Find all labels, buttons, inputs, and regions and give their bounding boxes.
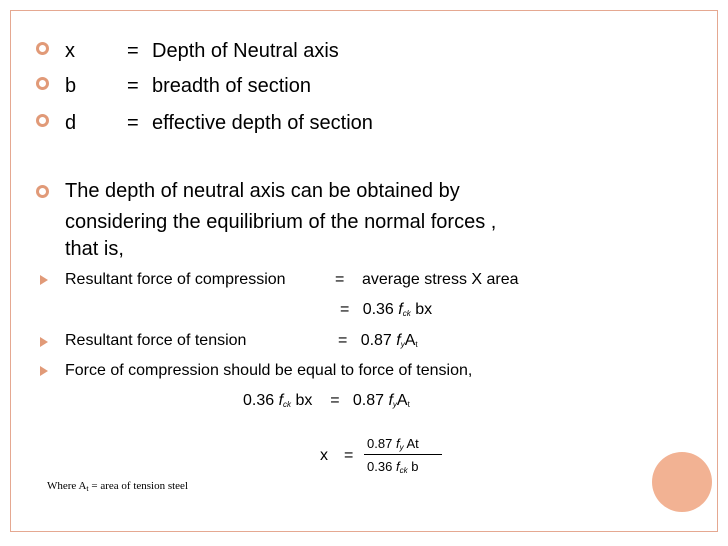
decorative-circle: [652, 452, 712, 512]
equality-label: Force of compression should be equal to force of tension,: [65, 362, 473, 379]
formula-numerator: 0.87 $f_y$ At: [367, 436, 419, 452]
symbol-d: d: [65, 112, 77, 134]
equals-sign: =: [127, 40, 139, 62]
equals-sign: =: [344, 447, 354, 464]
ring-bullet-icon: [36, 42, 49, 55]
formula-denominator: 0.36 $f_{ck}$ b: [367, 459, 419, 475]
equality-equation: 0.36 $f_{ck}$ bx = 0.87 $f_yA_t$: [243, 392, 410, 409]
definition-d: effective depth of section: [152, 112, 373, 134]
arrow-bullet-icon: [40, 337, 48, 347]
ring-bullet-icon: [36, 114, 49, 127]
tension-value: = 0.87 $f_yA_t$: [338, 332, 418, 349]
paragraph-line-2: considering the equilibrium of the normal forces ,: [65, 211, 497, 233]
ring-bullet-icon: [36, 185, 49, 198]
equals-sign: =: [335, 271, 345, 288]
definition-x: Depth of Neutral axis: [152, 40, 339, 62]
paragraph-line-1: The depth of neutral axis can be obtained by: [65, 180, 460, 202]
symbol-b: b: [65, 75, 77, 97]
compression-rhs: average stress X area: [362, 271, 519, 288]
paragraph-line-3: that is,: [65, 238, 124, 260]
definition-b: breadth of section: [152, 75, 311, 97]
compression-value: = 0.36 $f_{ck}$ bx: [340, 301, 433, 318]
fraction-bar: [364, 454, 442, 455]
tension-label: Resultant force of tension: [65, 332, 247, 349]
equals-sign: =: [127, 75, 139, 97]
ring-bullet-icon: [36, 77, 49, 90]
symbol-x: x: [65, 40, 75, 62]
formula-var: x: [320, 447, 328, 464]
arrow-bullet-icon: [40, 366, 48, 376]
arrow-bullet-icon: [40, 275, 48, 285]
equals-sign: =: [127, 112, 139, 134]
footnote: Where $A_t$ = area of tension steel: [47, 480, 189, 493]
compression-label: Resultant force of compression: [65, 271, 286, 288]
